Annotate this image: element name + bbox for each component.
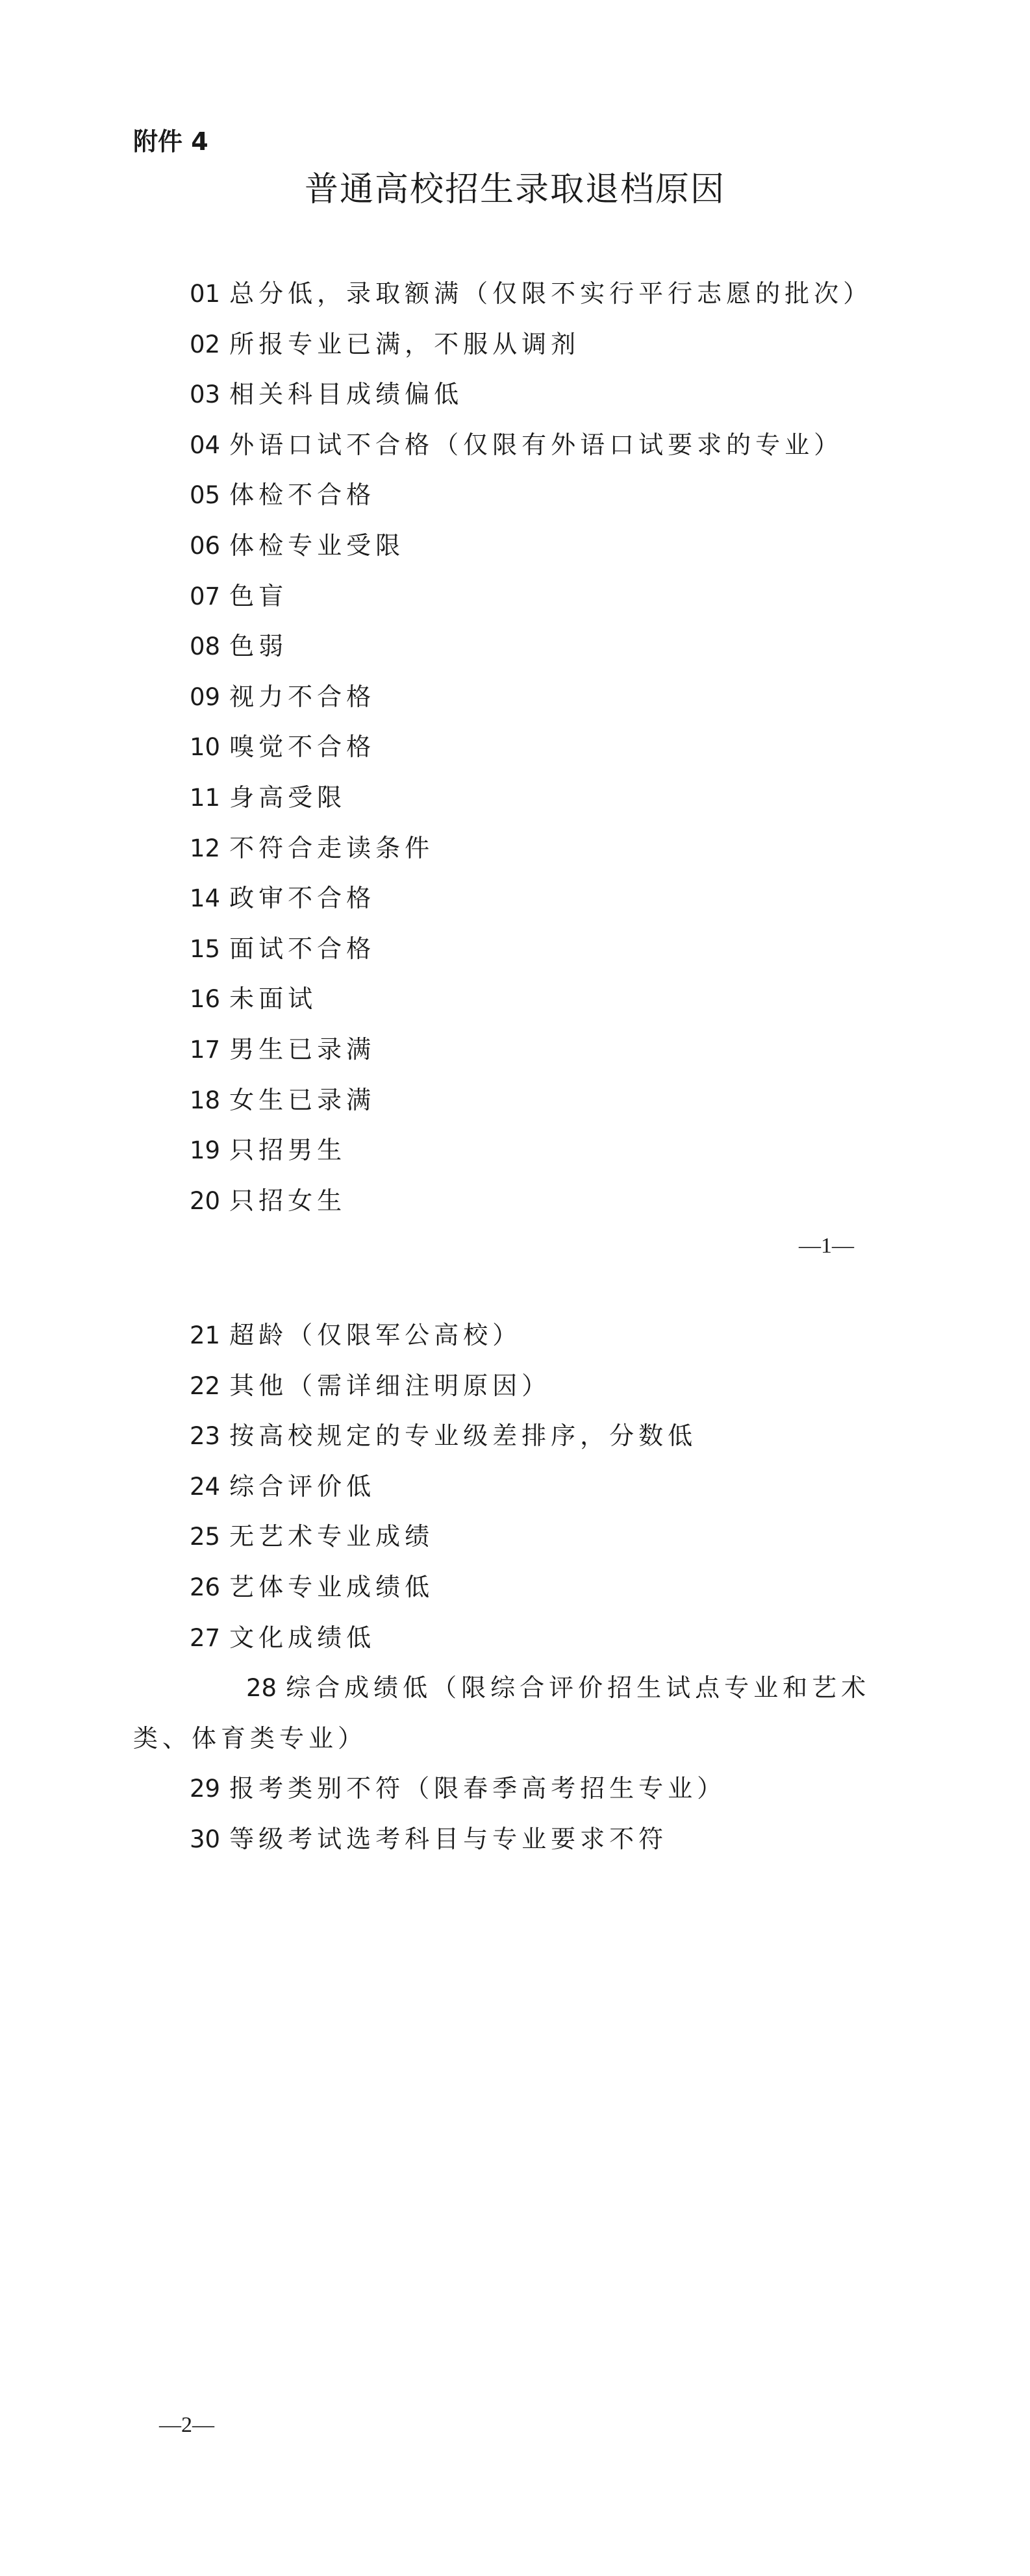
list-item [190, 521, 911, 571]
list-item [190, 773, 911, 823]
list-item [190, 1814, 911, 1865]
list-item [190, 974, 911, 1025]
list-item [190, 1025, 911, 1075]
item-text: 视力不合格 [229, 682, 376, 711]
list-item [190, 319, 911, 370]
item-code: 11 [190, 783, 221, 812]
item-code: 01 [190, 280, 221, 308]
list-item [190, 873, 911, 924]
item-code: 10 [190, 733, 221, 762]
item-text: 综合评价低 [229, 1471, 376, 1501]
item-code: 14 [190, 884, 221, 913]
item-text: 等级考试选考科目与专业要求不符 [229, 1824, 668, 1853]
item-text: 艺体专业成绩低 [229, 1572, 434, 1601]
item-code: 18 [190, 1086, 221, 1114]
item-code: 06 [190, 531, 221, 560]
item-text: 色盲 [229, 581, 288, 610]
list-item [190, 1562, 911, 1613]
list-item [190, 1462, 911, 1512]
item-text: 体检专业受限 [229, 531, 405, 560]
item-text: 只招女生 [229, 1186, 347, 1215]
item-code: 15 [190, 934, 221, 963]
item-code: 08 [190, 632, 221, 661]
item-code: 23 [190, 1422, 221, 1451]
item-text: 政审不合格 [229, 884, 376, 913]
item-code: 20 [190, 1186, 221, 1215]
list-item [190, 924, 911, 975]
reason-list-page-1 [190, 269, 911, 1226]
list-item [190, 1125, 911, 1176]
attachment-label: 附件 4 [133, 127, 208, 156]
item-text: 只招男生 [229, 1136, 347, 1165]
reason-list-page-2 [133, 1310, 911, 1865]
item-code: 04 [190, 431, 221, 459]
item-text: 文化成绩低 [229, 1623, 376, 1652]
item-code: 30 [190, 1825, 221, 1853]
list-item [190, 420, 911, 471]
item-text: 报考类别不符（限春季高考招生专业） [229, 1774, 727, 1803]
list-item [190, 1310, 911, 1361]
page-number: —2— [159, 2413, 214, 2437]
list-item [133, 1663, 911, 1764]
item-text: 按高校规定的专业级差排序，分数低 [229, 1421, 697, 1451]
item-code: 27 [190, 1623, 221, 1652]
document-page-2 [0, 1288, 1030, 2576]
item-text: 所报专业已满，不服从调剂 [229, 329, 581, 358]
item-code: 17 [190, 1035, 221, 1064]
item-text: 未面试 [229, 984, 318, 1014]
item-code: 24 [190, 1472, 221, 1501]
item-code: 05 [190, 481, 221, 510]
list-item [190, 1411, 911, 1462]
item-text: 体检不合格 [229, 481, 376, 510]
page-number: —1— [799, 1234, 854, 1258]
item-text: 总分低，录取额满（仅限不实行平行志愿的批次） [229, 279, 873, 308]
list-item [190, 470, 911, 521]
list-item [190, 1613, 911, 1664]
list-item [190, 722, 911, 773]
item-text: 色弱 [229, 632, 288, 661]
list-item [190, 369, 911, 420]
item-text: 嗅觉不合格 [229, 732, 376, 762]
list-item [190, 1075, 911, 1126]
item-code: 02 [190, 330, 221, 358]
item-code: 29 [190, 1775, 221, 1803]
item-code: 16 [190, 985, 221, 1014]
item-text: 其他（需详细注明原因） [229, 1371, 551, 1400]
item-code: 21 [190, 1321, 221, 1349]
document-title: 普通高校招生录取退档原因 [304, 170, 725, 209]
item-text: 面试不合格 [229, 934, 376, 963]
list-item [190, 1764, 911, 1814]
item-code: 28 [246, 1674, 277, 1703]
item-text: 无艺术专业成绩 [229, 1522, 434, 1551]
item-text: 男生已录满 [229, 1034, 376, 1064]
list-item [190, 269, 911, 319]
item-text: 不符合走读条件 [229, 833, 434, 862]
item-text: 超龄（仅限军公高校） [229, 1321, 522, 1349]
item-text: 相关科目成绩偏低 [229, 380, 464, 409]
list-item [190, 823, 911, 874]
list-item [190, 672, 911, 723]
list-item [190, 1512, 911, 1562]
item-code: 07 [190, 582, 221, 610]
item-text: 女生已录满 [229, 1085, 376, 1114]
item-text: 外语口试不合格（仅限有外语口试要求的专业） [229, 430, 844, 459]
list-item [190, 621, 911, 672]
item-text: 身高受限 [229, 782, 347, 812]
item-code: 03 [190, 381, 221, 409]
item-code: 09 [190, 682, 221, 711]
item-code: 19 [190, 1136, 221, 1165]
item-code: 22 [190, 1371, 221, 1400]
list-item [190, 1176, 911, 1227]
item-code: 12 [190, 834, 221, 862]
list-item [190, 571, 911, 622]
item-code: 26 [190, 1573, 221, 1601]
item-code: 25 [190, 1523, 221, 1551]
list-item [190, 1361, 911, 1412]
item-text: 综合成绩低（限综合评价招生试点专业和艺术类、体育类专业） [133, 1673, 871, 1753]
